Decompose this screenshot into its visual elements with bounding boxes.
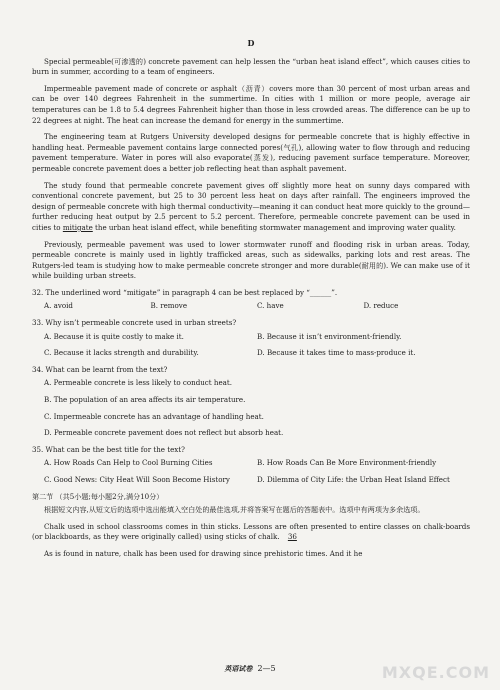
- q35-option-c[interactable]: C. Good News: City Heat Will Soon Become History: [44, 475, 230, 484]
- question-32-stem: 32. The underlined word “mitigate” in paragraph 4 can be best replaced by “______”.: [32, 287, 338, 297]
- chalk-paragraph-1: [32, 522, 470, 543]
- question-35-options: [44, 458, 470, 485]
- q33-option-d[interactable]: D. Because it takes time to mass-produce it.: [257, 348, 416, 358]
- section-title: 第二节 （共5小题;每小题2分,满分10分）: [32, 491, 164, 501]
- question-34-options: [44, 378, 470, 438]
- q34-option-a[interactable]: A. Permeable concrete is less likely to conduct heat.: [44, 378, 232, 388]
- q33-option-a[interactable]: A. Because it is quite costly to make it.: [44, 331, 184, 341]
- underlined-word: mitigate: [62, 222, 93, 232]
- q32-option-d[interactable]: D. reduce: [363, 301, 399, 311]
- paragraph-2: Impermeable pavement made of concrete or asphalt（沥青）covers more than 30 percent of most urban areas and can be over 140 degrees Fahrenheit in the summertime. In cities with 1 million or more people, average air temperatures can be 1.8 to 5.4 degrees Fahrenheit higher than those in less crowded areas. The difference can be up to 22 degrees at night. The heat can increase the demand for energy in the summertime.: [32, 83, 470, 125]
- q34-option-d[interactable]: D. Permeable concrete pavement does not reflect but absorb heat.: [44, 428, 284, 438]
- paragraph-1: Special permeable(可渗透的) concrete pavement can help lessen the “urban heat island effect”, which causes cities to burn in summer, according to a team of engineers.: [32, 56, 470, 77]
- paragraph-4-text-b: the urban heat island effect, while benefiting stormwater management and improving water quality.: [92, 222, 456, 232]
- question-32-options: [44, 301, 470, 312]
- section-instructions: 根据短文内容,从短文后的选项中选出能填入空白处的最佳选项,并将答案写在题后的答题表中。选项中有两项为多余选项。: [44, 505, 425, 515]
- question-34-stem: 34. What can be learnt from the text?: [32, 364, 168, 374]
- q35-option-d[interactable]: D. Dilemma of City Life: the Urban Heat Island Effect: [257, 475, 450, 484]
- question-33-options: [44, 332, 470, 359]
- paragraph-5: Previously, permeable pavement was used to lower stormwater runoff and flooding risk in urban areas. Today, permeable concrete is mainly used in lightly trafficked areas, such as sidewalks, parking lots and rest areas. The Rutgers-led team is studying how to make permeable concrete stronger and more durable(耐用的). We can make use of it while building urban streets.: [32, 239, 470, 281]
- watermark-text: MXQE.COM: [381, 663, 490, 682]
- paragraph-3: The engineering team at Rutgers University developed designs for permeable concrete that is highly effective in handling heat. Permeable pavement contains large connected pores(气孔), allowing water to flow through and reducing pavement temperature. Water in pores will also evaporate(蒸发), reducing pavement surface temperature. Moreover, permeable concrete pavement does a better job reflecting heat than asphalt pavement.: [32, 132, 470, 173]
- q33-option-b[interactable]: B. Because it isn’t environment-friendly.: [257, 331, 402, 341]
- q32-option-a[interactable]: A. avoid: [44, 301, 73, 311]
- passage-heading: D: [247, 38, 255, 48]
- footer-label: 英语试卷: [224, 664, 253, 673]
- question-33-stem: 33. Why isn’t permeable concrete used in urban streets?: [32, 318, 237, 328]
- paragraph-4: [32, 181, 470, 234]
- q35-option-b[interactable]: B. How Roads Can Be More Environment-friendly: [257, 458, 437, 468]
- q34-option-c[interactable]: C. Impermeable concrete has an advantage of handling heat.: [44, 411, 264, 421]
- q32-option-c[interactable]: C. have: [257, 301, 284, 311]
- chalk-paragraph-2: As is found in nature, chalk has been used for drawing since prehistoric times. And it he: [44, 548, 363, 558]
- q33-option-c[interactable]: C. Because it lacks strength and durability.: [44, 348, 199, 358]
- q34-option-b[interactable]: B. The population of an area affects its air temperature.: [44, 395, 246, 405]
- watermark-logo: [381, 646, 496, 686]
- paragraph-4-text-a: The study found that permeable concrete pavement gives off slightly more heat on sunny days compared with conventional concrete pavement, but 25 to 30 percent less heat on days after rainfall. The engineers improved the design of permeable concrete with high thermal conductivity—meaning it can conduct heat more quickly to the ground—further reducing heat output by 2.5 percent to 5.2 percent. Therefore, permeable concrete pavement can be used in cities to: [32, 180, 470, 232]
- chalk-paragraph-1-text: Chalk used in school classrooms comes in thin sticks. Lessons are often presented to entire classes on chalk-boards (or blackboards, as they were originally called) using sticks of chalk.: [32, 521, 470, 542]
- footer-page-number: 2—5: [257, 664, 276, 673]
- q32-option-b[interactable]: B. remove: [150, 301, 188, 311]
- question-35-stem: 35. What can be the best title for the text?: [32, 444, 185, 454]
- blank-36[interactable]: 36: [287, 532, 297, 542]
- q35-option-a[interactable]: A. How Roads Can Help to Cool Burning Cities: [44, 458, 213, 468]
